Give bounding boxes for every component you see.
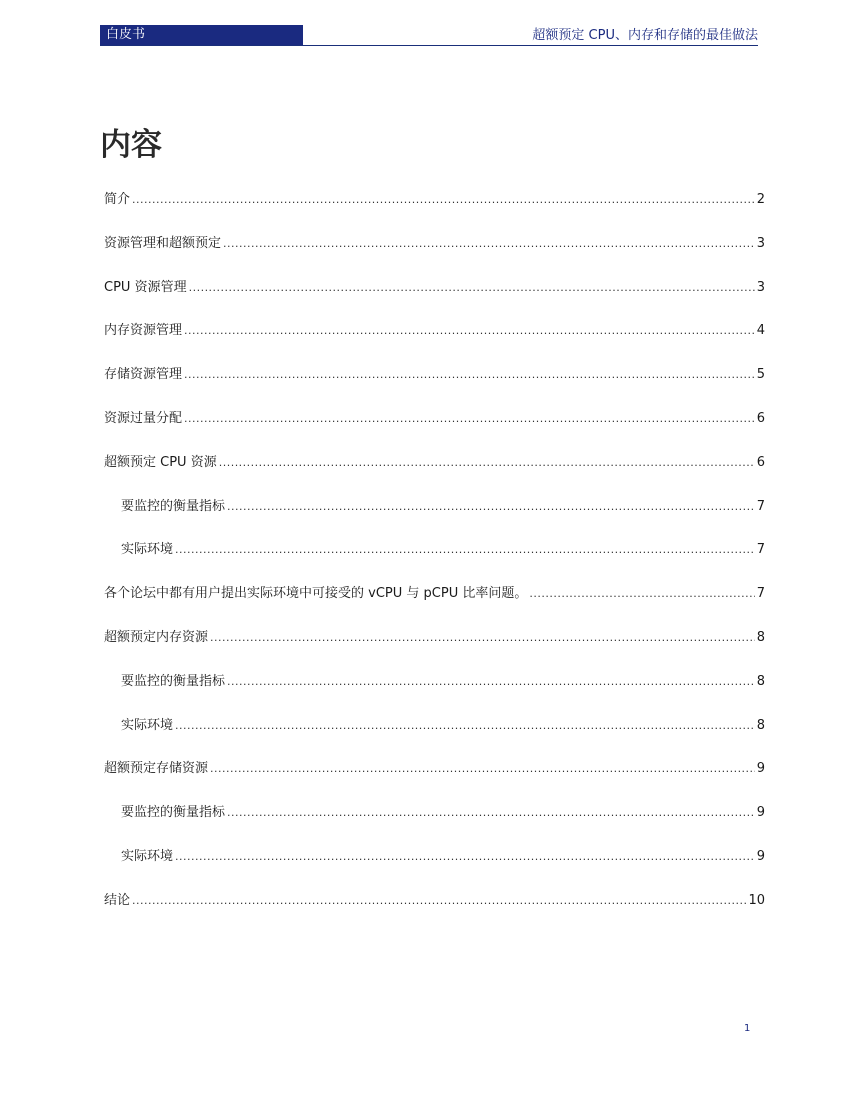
dot-leader <box>175 846 755 868</box>
dot-leader <box>184 364 755 386</box>
toc-entry-cpu-metrics[interactable] <box>104 496 765 518</box>
toc-entry-text: 要监控的衡量指标 <box>121 805 226 821</box>
toc-entry-text: 实际环境 <box>121 542 174 558</box>
dot-leader <box>132 890 746 912</box>
dot-leader <box>175 539 755 561</box>
toc-page-number: 7 <box>756 586 765 602</box>
dot-leader <box>529 583 754 605</box>
toc-entry-storage-resource-management[interactable] <box>104 364 765 386</box>
dot-leader <box>219 452 755 474</box>
toc-entry-text: 超额预定存储资源 <box>104 761 209 777</box>
toc-page-number: 7 <box>756 498 765 514</box>
toc-entry-text: 超额预定 CPU 资源 <box>104 454 217 470</box>
dot-leader <box>210 627 755 649</box>
toc-page-number: 9 <box>756 848 765 864</box>
dot-leader <box>184 320 755 342</box>
document-title: 超额预定 CPU、内存和存储的最佳做法 <box>532 28 758 43</box>
toc-entry-text: 资源管理和超额预定 <box>104 235 222 251</box>
toc-page-number: 3 <box>756 235 765 251</box>
toc-entry-vcpu-pcpu-ratio[interactable] <box>104 583 765 605</box>
toc-entry-resource-management-overcommit[interactable] <box>104 233 765 255</box>
toc-entry-text: 要监控的衡量指标 <box>121 498 226 514</box>
toc-entry-memory-real-world[interactable] <box>104 715 765 737</box>
dot-leader <box>132 189 755 211</box>
toc-page-number: 7 <box>756 542 765 558</box>
toc-entry-text: 简介 <box>104 192 131 207</box>
toc-page-number: 8 <box>756 629 765 645</box>
dot-leader <box>227 671 755 693</box>
toc-page-number: 10 <box>748 892 765 908</box>
toc-entry-resource-overallocation[interactable] <box>104 408 765 430</box>
dot-leader <box>227 496 755 518</box>
toc-entry-storage-metrics[interactable] <box>104 802 765 824</box>
toc-page-number: 8 <box>756 673 765 689</box>
toc-page-number: 9 <box>756 761 765 777</box>
toc-entry-text: 存储资源管理 <box>104 367 183 383</box>
toc-entry-introduction[interactable] <box>104 189 765 211</box>
toc-page-number: 2 <box>756 192 765 207</box>
toc-page-number: 9 <box>756 805 765 821</box>
toc-entry-memory-metrics[interactable] <box>104 671 765 693</box>
toc-entry-text: 结论 <box>104 892 131 908</box>
dot-leader <box>210 758 755 780</box>
toc-entry-storage-real-world[interactable] <box>104 846 765 868</box>
dot-leader <box>184 408 755 430</box>
dot-leader <box>223 233 755 255</box>
toc-entry-text: 资源过量分配 <box>104 410 183 426</box>
toc-entry-cpu-real-world[interactable] <box>104 539 765 561</box>
toc-entry-text: 超额预定内存资源 <box>104 629 209 645</box>
toc-entry-memory-resource-management[interactable] <box>104 320 765 342</box>
toc-entry-text: 要监控的衡量指标 <box>121 673 226 689</box>
toc-page-number: 8 <box>756 717 765 733</box>
toc-entry-text: 实际环境 <box>121 848 174 864</box>
toc-entry-overcommit-memory[interactable] <box>104 627 765 649</box>
page-header <box>100 25 758 46</box>
document-type-label: 白皮书 <box>100 25 303 45</box>
dot-leader <box>227 802 755 824</box>
dot-leader <box>175 715 755 737</box>
page-number: 1 <box>744 1023 751 1034</box>
toc-page-number: 6 <box>756 454 765 470</box>
toc-entry-conclusion[interactable] <box>104 890 765 912</box>
toc-page-number: 4 <box>756 323 765 339</box>
toc-entry-overcommit-storage[interactable] <box>104 758 765 780</box>
toc-entry-text: 各个论坛中都有用户提出实际环境中可接受的 vCPU 与 pCPU 比率问题。 <box>104 586 528 602</box>
dot-leader <box>189 277 755 299</box>
toc-entry-text: 内存资源管理 <box>104 323 183 339</box>
toc-entry-overcommit-cpu[interactable] <box>104 452 765 474</box>
toc-page-number: 3 <box>756 279 765 295</box>
toc-page-number: 6 <box>756 410 765 426</box>
toc-entry-cpu-resource-management[interactable] <box>104 277 765 299</box>
toc-entry-text: 实际环境 <box>121 717 174 733</box>
toc-page-number: 5 <box>756 367 765 383</box>
toc-entry-text: CPU 资源管理 <box>104 279 187 295</box>
toc-heading: 内容 <box>100 127 162 163</box>
table-of-contents <box>104 189 765 934</box>
